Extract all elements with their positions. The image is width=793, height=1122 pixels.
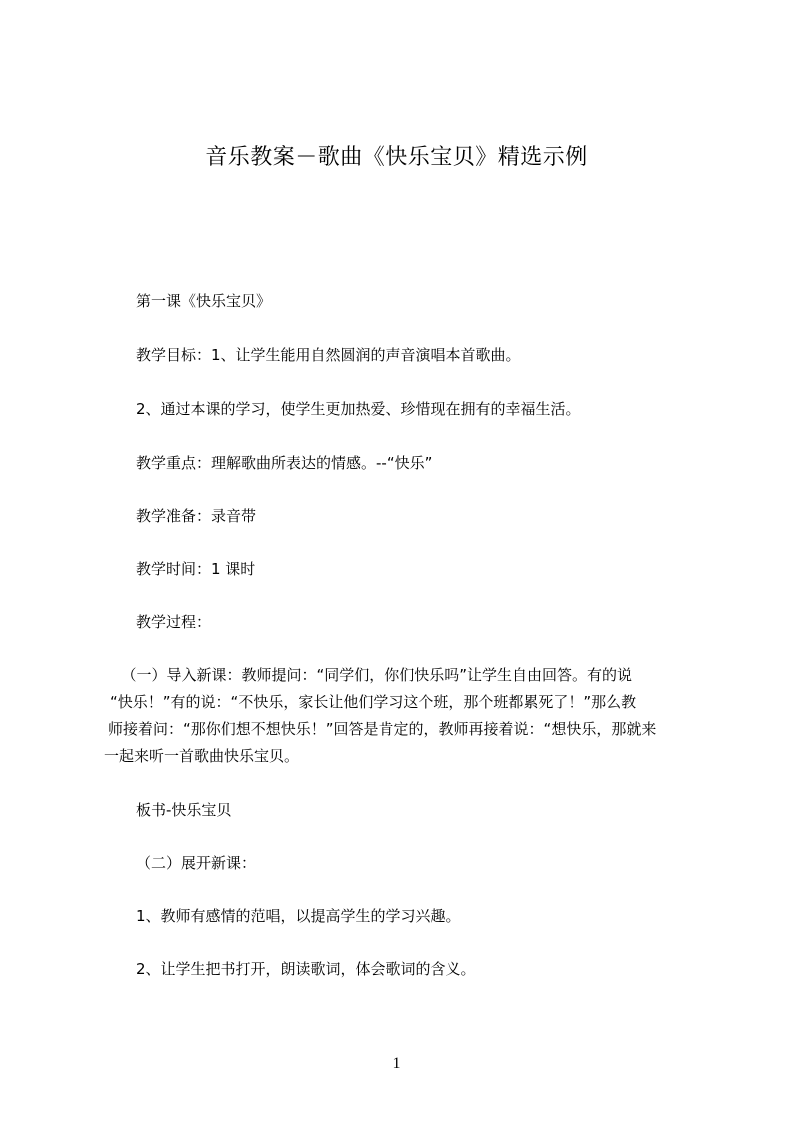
lesson-heading: 第一课《快乐宝贝》 — [136, 292, 272, 310]
teaching-preparation: 教学准备：录音带 — [136, 507, 257, 525]
intro-line: “快乐！”有的说：“不快乐，家长让他们学习这个班，那个班都累死了！”那么教 — [110, 693, 637, 711]
intro-line: 一起来听一首歌曲快乐宝贝。 — [104, 747, 300, 765]
blackboard-note: 板书-快乐宝贝 — [136, 801, 232, 819]
intro-line: 师接着问：“那你们想不想快乐！”回答是肯定的，教师再接着说：“想快乐，那就来 — [108, 720, 657, 738]
teaching-goal-1: 教学目标：1、让学生能用自然圆润的声音演唱本首歌曲。 — [136, 346, 521, 364]
teaching-focus: 教学重点：理解歌曲所表达的情感。--“快乐” — [136, 454, 433, 472]
teaching-time: 教学时间：1 课时 — [136, 560, 256, 578]
step-2: 2、让学生把书打开，朗读歌词，体会歌词的含义。 — [136, 960, 476, 978]
page-number: 1 — [392, 1055, 401, 1072]
intro-paragraph — [104, 662, 704, 770]
step-1: 1、教师有感情的范唱，以提高学生的学习兴趣。 — [136, 907, 461, 925]
new-lesson-heading: （二）展开新课： — [136, 854, 257, 872]
teaching-goal-2: 2、通过本课的学习，使学生更加热爱、珍惜现在拥有的幸福生活。 — [136, 400, 581, 418]
intro-line: （一）导入新课：教师提问：“同学们，你们快乐吗”让学生自由回答。有的说 — [114, 666, 633, 684]
teaching-process-heading: 教学过程： — [136, 613, 212, 631]
document-title: 音乐教案－歌曲《快乐宝贝》精选示例 — [205, 145, 588, 170]
